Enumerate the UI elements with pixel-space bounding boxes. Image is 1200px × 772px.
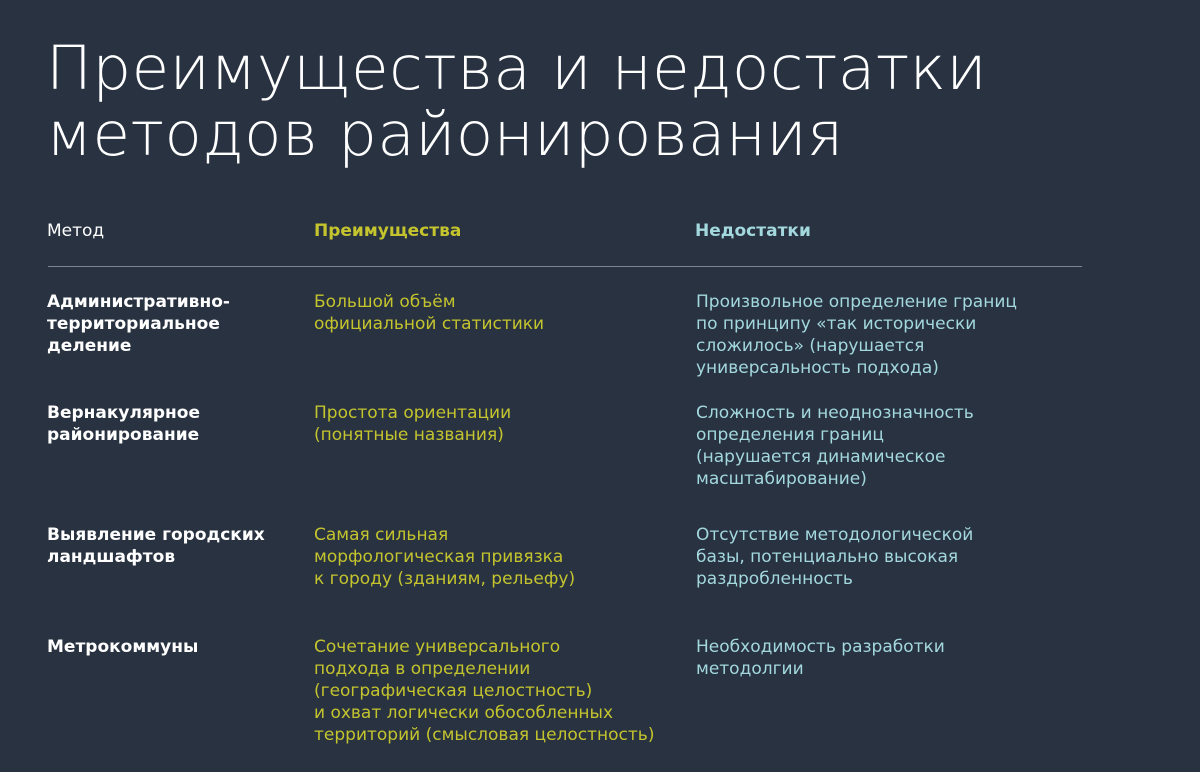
column-header-cons: Недостатки <box>695 221 811 241</box>
cell-line: Метрокоммуны <box>47 637 199 657</box>
row-method-cell <box>47 291 230 357</box>
cell-line: масштабирование) <box>696 469 867 489</box>
cell-line: районирование <box>47 425 200 445</box>
cell-line: Отсутствие методологической <box>696 525 974 545</box>
cell-line: ландшафтов <box>47 547 176 567</box>
cell-line: методолгии <box>696 659 804 679</box>
row-pros-cell <box>314 524 575 590</box>
cell-line: Произвольное определение границ <box>696 292 1017 312</box>
cell-line: базы, потенциально высокая <box>696 547 959 567</box>
cell-line: Сочетание универсального <box>314 637 561 657</box>
cell-line: сложилось» (нарушается <box>696 336 925 356</box>
cell-line: Необходимость разработки <box>696 637 945 657</box>
cell-line: Вернакулярное <box>47 403 200 423</box>
row-cons-cell <box>696 402 974 490</box>
cell-line: деление <box>47 336 132 356</box>
row-method-cell <box>47 524 265 568</box>
cell-line: подхода в определении <box>314 659 531 679</box>
cell-line: по принципу «так исторически <box>696 314 977 334</box>
cell-line: Сложность и неоднозначность <box>696 403 974 423</box>
page-title <box>46 33 1166 170</box>
column-header-pros: Преимущества <box>314 221 462 241</box>
cell-line: (понятные названия) <box>314 425 504 445</box>
cell-line: Простота ориентации <box>314 403 512 423</box>
page-title-line-2: методов районирования <box>46 99 844 170</box>
page-title-line-1: Преимущества и недостатки <box>46 33 988 104</box>
cell-line: территорий (смысловая целостность) <box>314 725 655 745</box>
column-header-method: Метод <box>47 221 105 241</box>
cell-line: (географическая целостность) <box>314 681 593 701</box>
cell-line: территориальное <box>47 314 220 334</box>
cell-line: универсальность подхода) <box>696 358 939 378</box>
row-cons-cell <box>696 636 945 680</box>
cell-line: (нарушается динамическое <box>696 447 946 467</box>
cell-line: морфологическая привязка <box>314 547 564 567</box>
header-divider <box>48 266 1082 267</box>
row-cons-cell <box>696 524 973 590</box>
row-cons-cell <box>696 291 1017 379</box>
row-pros-cell <box>314 291 544 335</box>
cell-line: и охват логически обособленных <box>314 703 614 723</box>
row-pros-cell <box>314 636 654 746</box>
row-method-cell <box>47 402 200 446</box>
cell-line: Самая сильная <box>314 525 449 545</box>
row-method-cell <box>47 636 198 658</box>
cell-line: официальной статистики <box>314 314 545 334</box>
cell-line: к городу (зданиям, рельефу) <box>314 569 576 589</box>
row-pros-cell <box>314 402 511 446</box>
cell-line: Административно- <box>47 292 230 312</box>
cell-line: определения границ <box>696 425 884 445</box>
cell-line: Большой объём <box>314 292 456 312</box>
cell-line: Выявление городских <box>47 525 265 545</box>
cell-line: раздробленность <box>696 569 853 589</box>
